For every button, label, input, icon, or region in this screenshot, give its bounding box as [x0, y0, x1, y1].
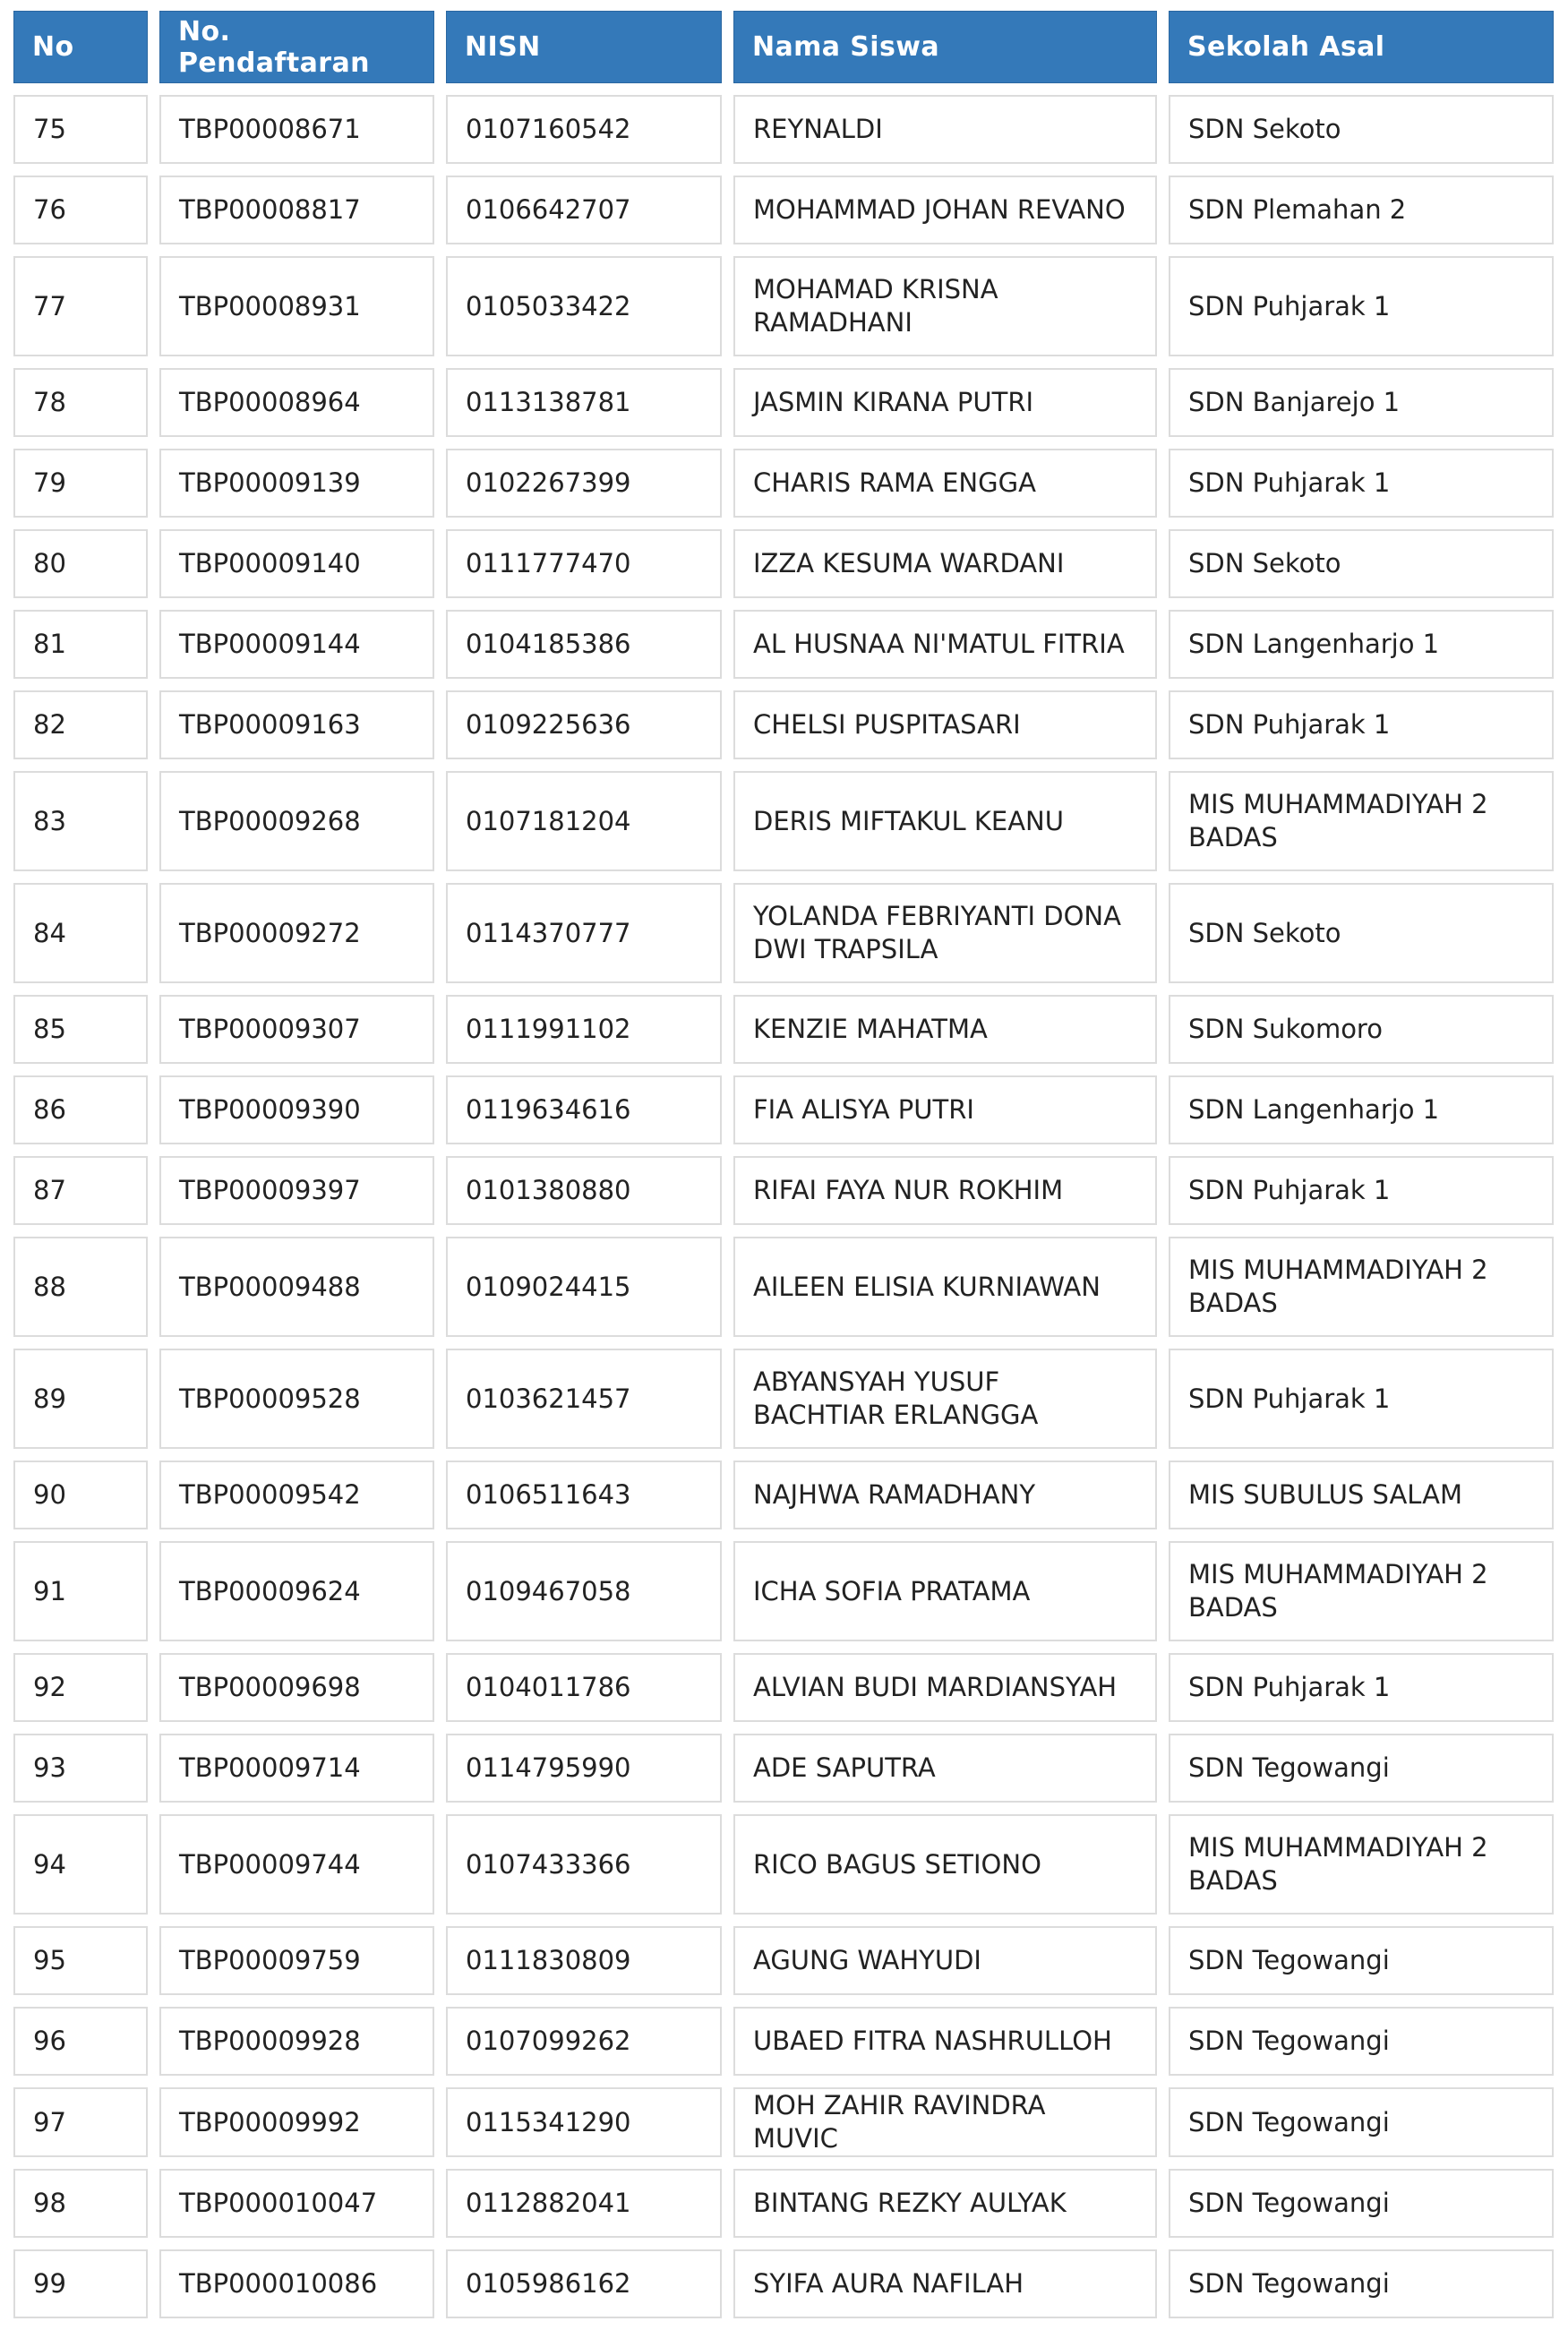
cell-no: 89 [13, 1349, 148, 1449]
cell-nisn: 0106511643 [446, 1461, 722, 1529]
table-row [13, 449, 1554, 518]
student-table [2, 0, 1565, 2330]
table-row [13, 1734, 1554, 1803]
cell-origin-school: SDN Sukomoro [1169, 995, 1554, 1064]
table-row [13, 1237, 1554, 1337]
cell-registration-number: TBP00009139 [159, 449, 434, 518]
cell-student-name: REYNALDI [733, 95, 1157, 164]
cell-registration-number: TBP000010086 [159, 2249, 434, 2318]
header-student-name: Nama Siswa [733, 11, 1157, 83]
cell-nisn: 0105033422 [446, 256, 722, 356]
cell-nisn: 0109024415 [446, 1237, 722, 1337]
table-row [13, 256, 1554, 356]
cell-no: 94 [13, 1814, 148, 1915]
cell-student-name: RICO BAGUS SETIONO [733, 1814, 1157, 1915]
cell-registration-number: TBP00009144 [159, 610, 434, 679]
cell-registration-number: TBP00009928 [159, 2007, 434, 2076]
cell-student-name: NAJHWA RAMADHANY [733, 1461, 1157, 1529]
table-row [13, 1814, 1554, 1915]
cell-registration-number: TBP00008931 [159, 256, 434, 356]
table-row [13, 176, 1554, 244]
cell-nisn: 0107433366 [446, 1814, 722, 1915]
cell-registration-number: TBP00009307 [159, 995, 434, 1064]
table-row [13, 690, 1554, 759]
table-row [13, 1461, 1554, 1529]
cell-nisn: 0106642707 [446, 176, 722, 244]
cell-registration-number: TBP00009163 [159, 690, 434, 759]
cell-nisn: 0111777470 [446, 529, 722, 598]
cell-student-name: BINTANG REZKY AULYAK [733, 2169, 1157, 2238]
cell-student-name: MOH ZAHIR RAVINDRA MUVIC [733, 2087, 1157, 2157]
cell-registration-number: TBP00009542 [159, 1461, 434, 1529]
table-row [13, 2007, 1554, 2076]
cell-registration-number: TBP00008964 [159, 368, 434, 437]
cell-nisn: 0105986162 [446, 2249, 722, 2318]
table-row [13, 2169, 1554, 2238]
cell-nisn: 0114795990 [446, 1734, 722, 1803]
table-row [13, 1653, 1554, 1722]
table-row [13, 529, 1554, 598]
cell-no: 85 [13, 995, 148, 1064]
cell-no: 87 [13, 1156, 148, 1225]
table-row [13, 1926, 1554, 1995]
cell-no: 83 [13, 771, 148, 871]
cell-student-name: CHARIS RAMA ENGGA [733, 449, 1157, 518]
cell-origin-school: MIS MUHAMMADIYAH 2 BADAS [1169, 1237, 1554, 1337]
cell-origin-school: SDN Tegowangi [1169, 2007, 1554, 2076]
cell-student-name: ALVIAN BUDI MARDIANSYAH [733, 1653, 1157, 1722]
table-row [13, 1349, 1554, 1449]
cell-origin-school: SDN Sekoto [1169, 883, 1554, 983]
cell-no: 81 [13, 610, 148, 679]
cell-origin-school: SDN Langenharjo 1 [1169, 610, 1554, 679]
cell-nisn: 0119634616 [446, 1075, 722, 1144]
cell-no: 84 [13, 883, 148, 983]
cell-registration-number: TBP00009268 [159, 771, 434, 871]
table-row [13, 2087, 1554, 2157]
cell-student-name: IZZA KESUMA WARDANI [733, 529, 1157, 598]
cell-origin-school: SDN Sekoto [1169, 529, 1554, 598]
header-nisn: NISN [446, 11, 722, 83]
cell-origin-school: SDN Puhjarak 1 [1169, 449, 1554, 518]
cell-no: 92 [13, 1653, 148, 1722]
cell-student-name: MOHAMMAD JOHAN REVANO [733, 176, 1157, 244]
cell-student-name: ADE SAPUTRA [733, 1734, 1157, 1803]
cell-student-name: CHELSI PUSPITASARI [733, 690, 1157, 759]
cell-nisn: 0107160542 [446, 95, 722, 164]
cell-student-name: AL HUSNAA NI'MATUL FITRIA [733, 610, 1157, 679]
cell-nisn: 0115341290 [446, 2087, 722, 2157]
table-row [13, 771, 1554, 871]
cell-origin-school: SDN Tegowangi [1169, 1926, 1554, 1995]
cell-nisn: 0111991102 [446, 995, 722, 1064]
cell-origin-school: MIS SUBULUS SALAM [1169, 1461, 1554, 1529]
cell-no: 99 [13, 2249, 148, 2318]
cell-registration-number: TBP00009759 [159, 1926, 434, 1995]
cell-no: 93 [13, 1734, 148, 1803]
cell-no: 97 [13, 2087, 148, 2157]
header-registration-number: No. Pendaftaran [159, 11, 434, 83]
cell-registration-number: TBP00009488 [159, 1237, 434, 1337]
cell-nisn: 0104185386 [446, 610, 722, 679]
cell-origin-school: SDN Tegowangi [1169, 1734, 1554, 1803]
cell-student-name: AGUNG WAHYUDI [733, 1926, 1157, 1995]
cell-origin-school: SDN Banjarejo 1 [1169, 368, 1554, 437]
cell-no: 91 [13, 1541, 148, 1641]
cell-no: 88 [13, 1237, 148, 1337]
cell-registration-number: TBP00009714 [159, 1734, 434, 1803]
cell-nisn: 0114370777 [446, 883, 722, 983]
cell-registration-number: TBP00009698 [159, 1653, 434, 1722]
cell-origin-school: SDN Sekoto [1169, 95, 1554, 164]
cell-registration-number: TBP00009992 [159, 2087, 434, 2157]
cell-student-name: FIA ALISYA PUTRI [733, 1075, 1157, 1144]
cell-origin-school: SDN Puhjarak 1 [1169, 256, 1554, 356]
cell-student-name: RIFAI FAYA NUR ROKHIM [733, 1156, 1157, 1225]
cell-origin-school: SDN Puhjarak 1 [1169, 1653, 1554, 1722]
cell-nisn: 0102267399 [446, 449, 722, 518]
cell-nisn: 0109467058 [446, 1541, 722, 1641]
table-row [13, 883, 1554, 983]
cell-origin-school: SDN Tegowangi [1169, 2087, 1554, 2157]
cell-origin-school: SDN Puhjarak 1 [1169, 1349, 1554, 1449]
cell-student-name: KENZIE MAHATMA [733, 995, 1157, 1064]
cell-no: 98 [13, 2169, 148, 2238]
cell-no: 80 [13, 529, 148, 598]
cell-nisn: 0107181204 [446, 771, 722, 871]
cell-no: 82 [13, 690, 148, 759]
table-row [13, 95, 1554, 164]
cell-student-name: MOHAMAD KRISNA RAMADHANI [733, 256, 1157, 356]
cell-origin-school: SDN Puhjarak 1 [1169, 690, 1554, 759]
header-origin-school: Sekolah Asal [1169, 11, 1554, 83]
cell-student-name: DERIS MIFTAKUL KEANU [733, 771, 1157, 871]
cell-student-name: YOLANDA FEBRIYANTI DONA DWI TRAPSILA [733, 883, 1157, 983]
cell-nisn: 0103621457 [446, 1349, 722, 1449]
cell-origin-school: MIS MUHAMMADIYAH 2 BADAS [1169, 1541, 1554, 1641]
cell-nisn: 0112882041 [446, 2169, 722, 2238]
cell-no: 78 [13, 368, 148, 437]
table-row [13, 1156, 1554, 1225]
cell-registration-number: TBP00009397 [159, 1156, 434, 1225]
cell-origin-school: SDN Tegowangi [1169, 2169, 1554, 2238]
cell-registration-number: TBP00009272 [159, 883, 434, 983]
table-row [13, 2249, 1554, 2318]
cell-no: 86 [13, 1075, 148, 1144]
cell-origin-school: SDN Puhjarak 1 [1169, 1156, 1554, 1225]
table-row [13, 1541, 1554, 1641]
cell-student-name: JASMIN KIRANA PUTRI [733, 368, 1157, 437]
cell-no: 77 [13, 256, 148, 356]
cell-no: 75 [13, 95, 148, 164]
cell-nisn: 0107099262 [446, 2007, 722, 2076]
table-row [13, 368, 1554, 437]
cell-student-name: AILEEN ELISIA KURNIAWAN [733, 1237, 1157, 1337]
cell-no: 96 [13, 2007, 148, 2076]
cell-registration-number: TBP00009390 [159, 1075, 434, 1144]
cell-student-name: ICHA SOFIA PRATAMA [733, 1541, 1157, 1641]
student-table-container [13, 11, 1554, 2318]
cell-no: 95 [13, 1926, 148, 1995]
cell-student-name: UBAED FITRA NASHRULLOH [733, 2007, 1157, 2076]
cell-registration-number: TBP000010047 [159, 2169, 434, 2238]
cell-registration-number: TBP00008817 [159, 176, 434, 244]
cell-nisn: 0113138781 [446, 368, 722, 437]
cell-origin-school: MIS MUHAMMADIYAH 2 BADAS [1169, 1814, 1554, 1915]
cell-origin-school: SDN Langenharjo 1 [1169, 1075, 1554, 1144]
cell-nisn: 0104011786 [446, 1653, 722, 1722]
cell-nisn: 0111830809 [446, 1926, 722, 1995]
cell-nisn: 0109225636 [446, 690, 722, 759]
cell-no: 90 [13, 1461, 148, 1529]
cell-student-name: ABYANSYAH YUSUF BACHTIAR ERLANGGA [733, 1349, 1157, 1449]
cell-nisn: 0101380880 [446, 1156, 722, 1225]
cell-registration-number: TBP00009528 [159, 1349, 434, 1449]
cell-origin-school: MIS MUHAMMADIYAH 2 BADAS [1169, 771, 1554, 871]
cell-student-name: SYIFA AURA NAFILAH [733, 2249, 1157, 2318]
cell-no: 76 [13, 176, 148, 244]
table-header [13, 11, 1554, 83]
cell-origin-school: SDN Plemahan 2 [1169, 176, 1554, 244]
cell-registration-number: TBP00009744 [159, 1814, 434, 1915]
header-no: No [13, 11, 148, 83]
cell-origin-school: SDN Tegowangi [1169, 2249, 1554, 2318]
table-header-row [13, 11, 1554, 83]
table-body [13, 95, 1554, 2318]
cell-registration-number: TBP00009624 [159, 1541, 434, 1641]
cell-registration-number: TBP00009140 [159, 529, 434, 598]
cell-registration-number: TBP00008671 [159, 95, 434, 164]
table-row [13, 610, 1554, 679]
table-row [13, 995, 1554, 1064]
cell-no: 79 [13, 449, 148, 518]
table-row [13, 1075, 1554, 1144]
